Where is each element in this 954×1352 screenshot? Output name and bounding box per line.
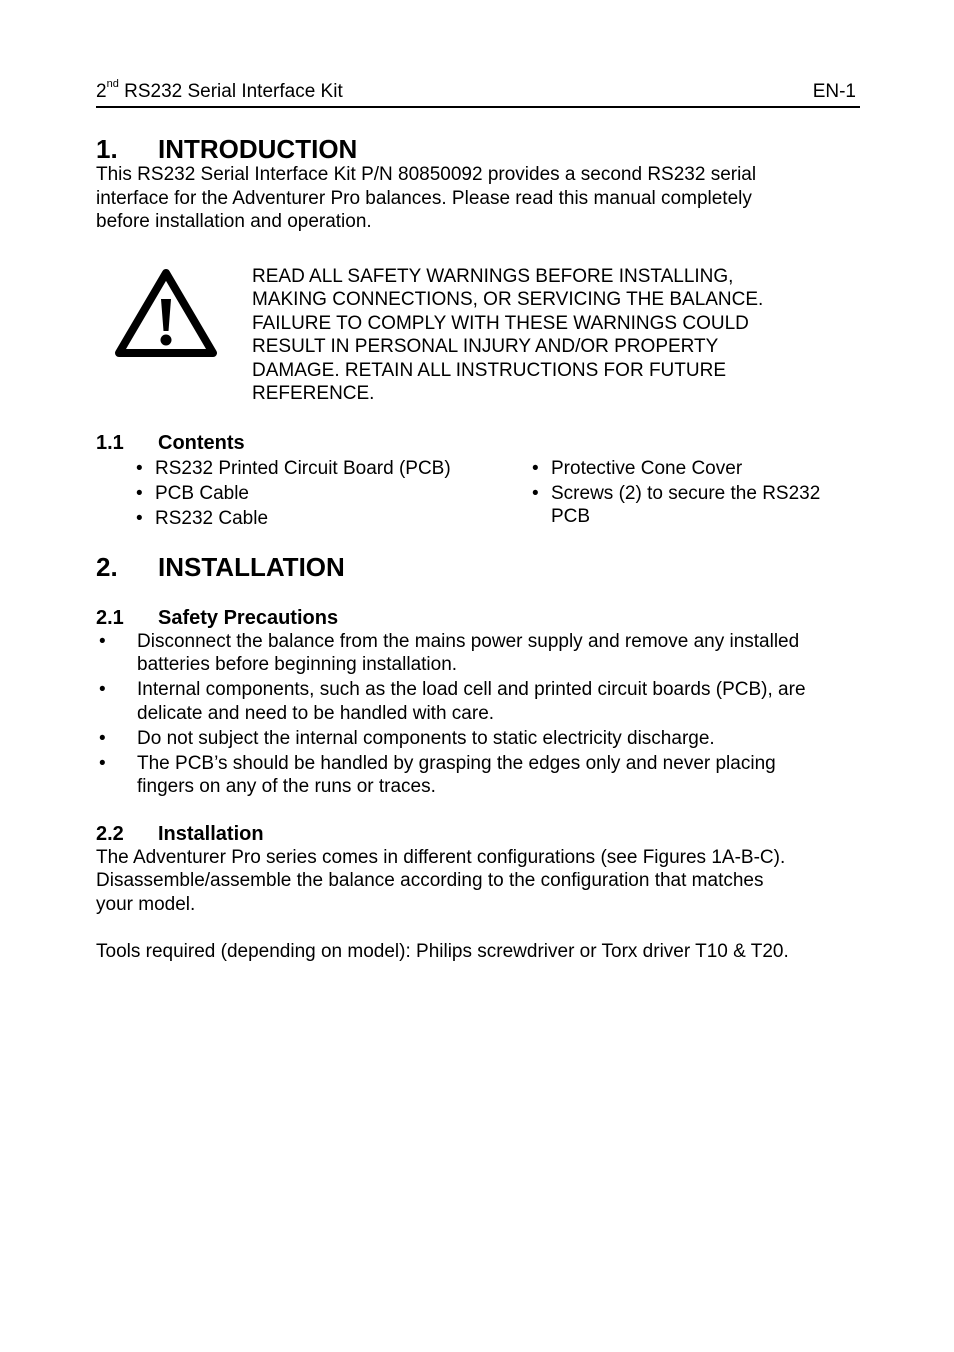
list-item-body [137,727,715,751]
contents-title: Contents [158,431,245,454]
safety-list [96,630,860,799]
intro-line: interface for the Adventurer Pro balances. Please read this manual completely [96,187,752,209]
list-item [532,482,860,506]
list-item-text: Screws (2) to secure the RS232 [551,482,821,504]
warning-line: DAMAGE. RETAIN ALL INSTRUCTIONS FOR FUTURE [252,359,726,381]
list-item [96,727,860,751]
list-item [136,507,532,531]
list-item-text: PCB [551,506,591,527]
installation-sub-number: 2.2 [96,822,124,845]
warning-triangle-icon [96,265,252,406]
list-item [532,457,860,481]
list-item [136,457,532,481]
bullet: • [99,752,106,774]
installation-sub-title: Installation [158,822,264,845]
warning-text [252,265,852,406]
bullet: • [136,482,143,504]
bullet: • [99,727,106,749]
contents-right-column [532,457,860,532]
list-item-text: RS232 Cable [155,507,269,529]
contents-left-column [96,457,532,532]
introduction-title: INTRODUCTION [158,134,358,164]
introduction-paragraph [96,163,860,234]
list-item-text: fingers on any of the runs or traces. [137,776,436,797]
safety-heading [96,607,860,630]
introduction-number: 1. [96,134,118,164]
list-item-text: Internal components, such as the load cell and printed circuit boards (PCB), are [137,679,806,700]
bullet: • [99,630,106,652]
list-item [136,482,532,506]
installation-title: INSTALLATION [158,551,345,582]
list-item [96,678,860,725]
installation-heading [96,552,860,583]
contents-number: 1.1 [96,431,124,454]
introduction-heading [96,134,860,165]
list-item-text: batteries before beginning installation. [137,654,458,675]
bullet: • [532,482,539,504]
list-item-body [137,630,799,677]
safety-warning-block [96,265,860,406]
contents-heading [96,432,860,455]
page-header [96,78,860,108]
bullet: • [136,457,143,479]
installation-paragraph [96,846,860,917]
contents-list [96,457,860,532]
list-item-body [137,678,806,725]
page-number: EN-1 [812,81,856,102]
list-item [96,752,860,799]
list-item-text: Disconnect the balance from the mains power supply and remove any installed [137,630,800,652]
list-item-text: The PCB’s should be handled by grasping the edges only and never placing [137,752,776,774]
list-item-text: RS232 Printed Circuit Board (PCB) [155,457,451,479]
intro-line: This RS232 Serial Interface Kit P/N 80850092 provides a second RS232 serial [96,164,757,185]
header-title-rest: RS232 Serial Interface Kit [118,81,343,102]
list-item-continuation [532,505,860,529]
bullet-spacer [532,505,551,529]
tools-required: Tools required (depending on model): Philips screwdriver or Torx driver T10 & T20. [96,941,789,962]
safety-number: 2.1 [96,606,124,629]
list-item-body [137,752,776,799]
installation-line: Disassemble/assemble the balance according to the configuration that matches [96,870,764,891]
warning-line: MAKING CONNECTIONS, OR SERVICING THE BALANCE. [252,289,764,310]
installation-line: The Adventurer Pro series comes in different configurations (see Figures 1A-B-C). [96,846,786,868]
safety-title: Safety Precautions [158,606,339,629]
warning-line: READ ALL SAFETY WARNINGS BEFORE INSTALLING, [252,265,734,287]
installation-subheading [96,823,860,846]
warning-line: FAILURE TO COMPLY WITH THESE WARNINGS COULD [252,312,749,334]
warning-line: RESULT IN PERSONAL INJURY AND/OR PROPERTY [252,336,719,357]
bullet: • [532,457,539,479]
list-item-text: PCB Cable [155,482,249,504]
bullet: • [99,679,106,700]
installation-number: 2. [96,551,118,582]
warning-line: REFERENCE. [252,383,375,404]
bullet: • [136,507,143,529]
intro-line: before installation and operation. [96,211,372,232]
header-title-sup: nd [106,78,119,90]
document-page [96,78,860,964]
list-item-text: Do not subject the internal components to static electricity discharge. [137,727,715,749]
list-item-text: Protective Cone Cover [551,457,743,479]
header-title [96,78,343,103]
list-item [96,630,860,677]
installation-line: your model. [96,893,196,915]
list-item-text: delicate and need to be handled with care. [137,702,495,724]
header-title-prefix: 2 [96,81,107,102]
